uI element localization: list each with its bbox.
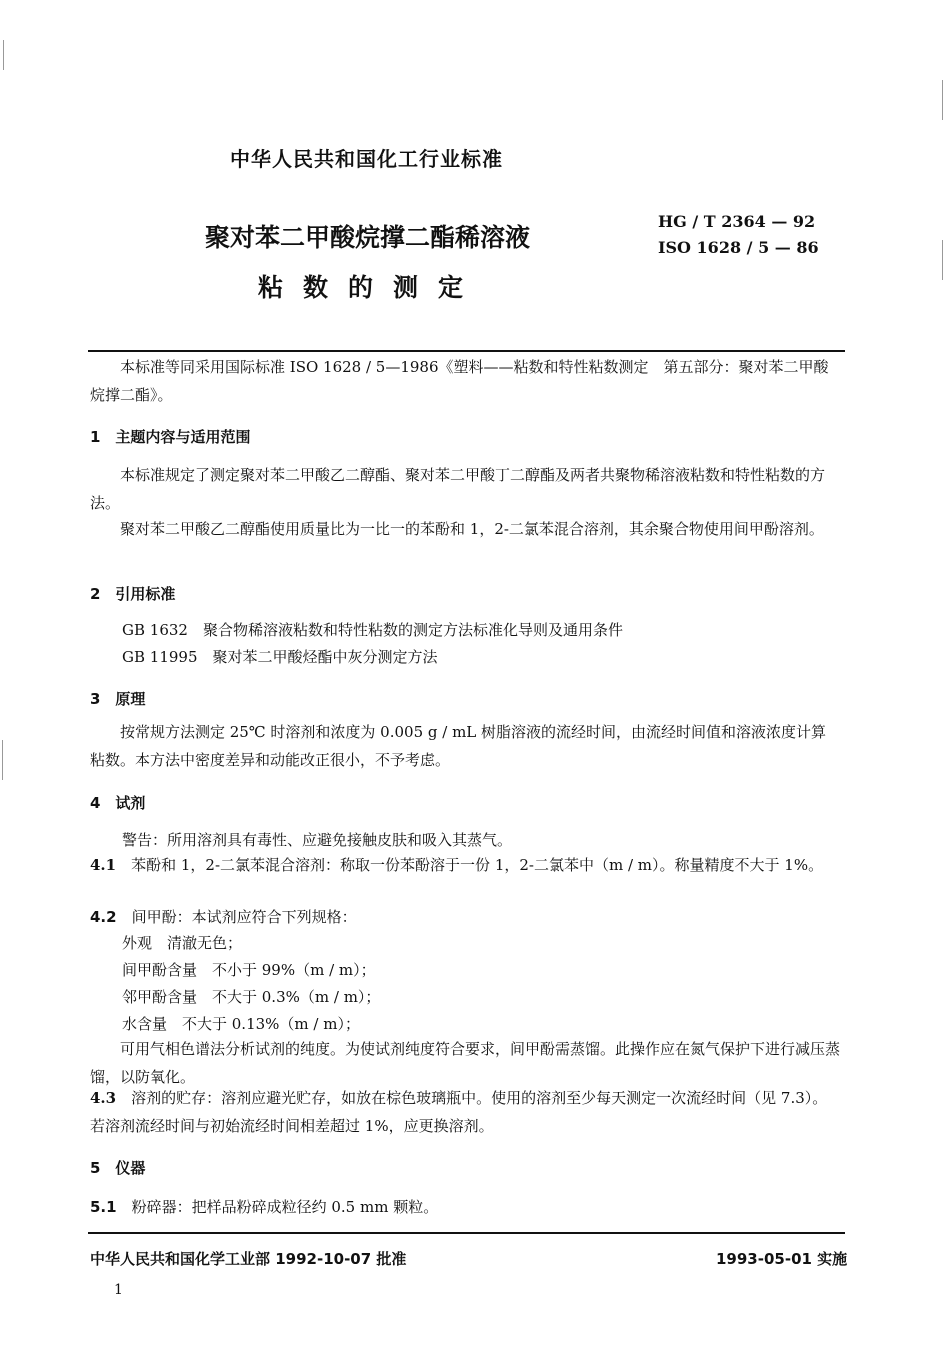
warning-text: 警告：所用溶剂具有毒性、应避免接触皮肤和吸入其蒸气。 (122, 831, 513, 849)
clause-4-1 (90, 851, 840, 879)
scan-edge-mark (942, 80, 943, 120)
section-5-title: 5 仪器 (90, 1159, 146, 1177)
hg-standard-code: HG / T 2364 — 92 (658, 212, 816, 231)
scan-edge-mark (942, 240, 943, 280)
clause-5-1 (90, 1196, 438, 1217)
page-number: 1 (114, 1282, 123, 1298)
clause-4-2-text: 间甲酚：本试剂应符合下列规格： (131, 908, 357, 926)
reference-gb1632: GB 1632 聚合物稀溶液粘数和特性粘数的测定方法标准化导则及通用条件 (122, 621, 623, 639)
top-divider (88, 350, 845, 352)
implementation-date: 1993-05-01 实施 (716, 1250, 848, 1268)
section-1-paragraph-1: 本标准规定了测定聚对苯二甲酸乙二醇酯、聚对苯二甲酸丁二醇酯及两者共聚物稀溶液粘数和特性粘数的方法。 (90, 466, 826, 512)
clause-4-3-text: 溶剂的贮存：溶剂应避光贮存，如放在棕色玻璃瓶中。使用的溶剂至少每天测定一次流经时间（见 7.3）。若溶剂流经时间与初始流经时间相差超过 1%，应更换溶剂。 (90, 1089, 828, 1135)
section-1-title: 1 主题内容与适用范围 (90, 428, 251, 446)
clause-5-1-text: 粉碎器：把样品粉碎成粒径约 0.5 mm 颗粒。 (131, 1198, 439, 1216)
approval-line: 中华人民共和国化学工业部 1992-10-07 批准 (90, 1250, 407, 1268)
iso-standard-code: ISO 1628 / 5 — 86 (658, 238, 819, 257)
spec-appearance: 外观 清澈无色； (122, 934, 243, 952)
clause-4-3 (90, 1084, 840, 1140)
spec-m-cresol-content: 间甲酚含量 不小于 99%（m / m）； (122, 961, 376, 979)
section-2-title: 2 引用标准 (90, 585, 176, 603)
scan-edge-mark (2, 740, 3, 780)
clause-4-2-note: 可用气相色谱法分析试剂的纯度。为使试剂纯度符合要求，间甲酚需蒸馏。此操作应在氮气保护下进行减压蒸馏，以防氧化。 (90, 1040, 841, 1086)
standard-body-heading: 中华人民共和国化工行业标准 (230, 147, 503, 171)
intro-paragraph: 本标准等同采用国际标准 ISO 1628 / 5—1986《塑料——粘数和特性粘数测定 第五部分：聚对苯二甲酸烷撑二酯》。 (90, 358, 829, 404)
section-3-title: 3 原理 (90, 690, 146, 708)
bottom-divider (88, 1232, 845, 1234)
clause-4-1-text: 苯酚和 1，2-二氯苯混合溶剂：称取一份苯酚溶于一份 1，2-二氯苯中（m / m）。称量精度不大于 1%。 (131, 856, 824, 874)
clause-4-3-number: 4.3 (90, 1089, 117, 1107)
document-title-line1: 聚对苯二甲酸烷撑二酯稀溶液 (205, 223, 531, 252)
document-title-line2: 粘数的测定 (258, 273, 484, 302)
clause-4-2-number: 4.2 (90, 908, 117, 926)
section-1-paragraph-2: 聚对苯二甲酸乙二醇酯使用质量比为一比一的苯酚和 1，2-二氯苯混合溶剂，其余聚合物使用间甲酚溶剂。 (120, 520, 824, 538)
section-3-paragraph: 按常规方法测定 25℃ 时溶剂和浓度为 0.005 g / mL 树脂溶液的流经时间，由流经时间值和溶液浓度计算粘数。本方法中密度差异和动能改正很小，不予考虑。 (90, 723, 827, 769)
scan-edge-mark (3, 40, 4, 70)
clause-4-2 (90, 906, 357, 927)
clause-5-1-number: 5.1 (90, 1198, 117, 1216)
spec-water-content: 水含量 不大于 0.13%（m / m）； (122, 1015, 360, 1033)
clause-4-1-number: 4.1 (90, 856, 117, 874)
section-4-title: 4 试剂 (90, 794, 146, 812)
spec-o-cresol-content: 邻甲酚含量 不大于 0.3%（m / m）； (122, 988, 381, 1006)
reference-gb11995: GB 11995 聚对苯二甲酸烃酯中灰分测定方法 (122, 648, 438, 666)
